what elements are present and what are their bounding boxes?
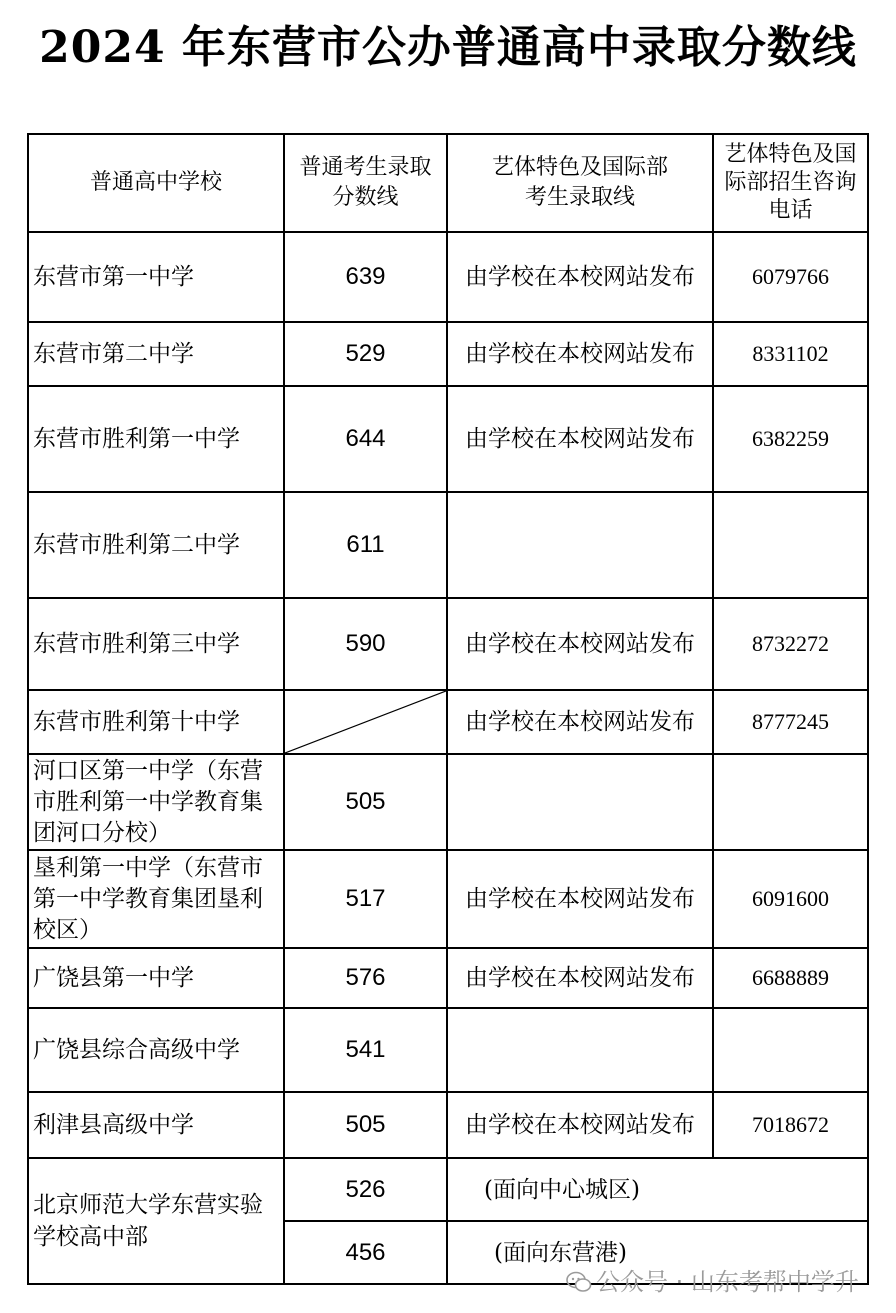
art-score-info: 由学校在本校网站发布 xyxy=(447,232,713,322)
art-score-info xyxy=(447,1008,713,1092)
art-score-info xyxy=(447,754,713,850)
consult-phone: 6079766 xyxy=(713,232,868,322)
regular-score: 517 xyxy=(284,850,447,948)
score-note: (面向东营港) xyxy=(447,1221,868,1284)
consult-phone: 6688889 xyxy=(713,948,868,1008)
table-row xyxy=(28,598,868,690)
table-row xyxy=(28,690,868,754)
regular-score: 505 xyxy=(284,1092,447,1158)
school-name: 广饶县第一中学 xyxy=(28,948,284,1008)
regular-score: 576 xyxy=(284,948,447,1008)
consult-phone xyxy=(713,492,868,598)
school-name: 东营市第二中学 xyxy=(28,322,284,386)
school-name: 东营市胜利第十中学 xyxy=(28,690,284,754)
table-row xyxy=(28,386,868,492)
table-row xyxy=(28,1008,868,1092)
table-row xyxy=(28,492,868,598)
table-row xyxy=(28,232,868,322)
regular-score: 456 xyxy=(284,1221,447,1284)
table-row xyxy=(28,1092,868,1158)
regular-score: 644 xyxy=(284,386,447,492)
art-score-info: 由学校在本校网站发布 xyxy=(447,322,713,386)
consult-phone: 8777245 xyxy=(713,690,868,754)
school-name: 东营市胜利第一中学 xyxy=(28,386,284,492)
table-row xyxy=(28,948,868,1008)
page-title: 2024 年东营市公办普通高中录取分数线 xyxy=(39,22,857,73)
table-row xyxy=(28,850,868,948)
school-name: 垦利第一中学（东营市第一中学教育集团垦利校区） xyxy=(28,850,284,948)
consult-phone xyxy=(713,1008,868,1092)
consult-phone: 8732272 xyxy=(713,598,868,690)
regular-score-empty xyxy=(284,690,447,754)
consult-phone xyxy=(713,754,868,850)
art-score-info: 由学校在本校网站发布 xyxy=(447,386,713,492)
diagonal-line xyxy=(285,691,446,753)
art-score-info: 由学校在本校网站发布 xyxy=(447,1092,713,1158)
admission-score-table xyxy=(27,133,869,1285)
table-row xyxy=(28,322,868,386)
table-header-row xyxy=(28,134,868,232)
school-name: 东营市胜利第三中学 xyxy=(28,598,284,690)
art-score-info: 由学校在本校网站发布 xyxy=(447,598,713,690)
header-art: 艺体特色及国际部考生录取线 xyxy=(447,134,713,232)
regular-score: 529 xyxy=(284,322,447,386)
art-score-info: 由学校在本校网站发布 xyxy=(447,948,713,1008)
consult-phone: 7018672 xyxy=(713,1092,868,1158)
regular-score: 639 xyxy=(284,232,447,322)
header-phone: 艺体特色及国际部招生咨询电话 xyxy=(713,134,868,232)
regular-score: 541 xyxy=(284,1008,447,1092)
header-school: 普通高中学校 xyxy=(28,134,284,232)
consult-phone: 6382259 xyxy=(713,386,868,492)
art-score-info: 由学校在本校网站发布 xyxy=(447,850,713,948)
school-name: 河口区第一中学（东营市胜利第一中学教育集团河口分校） xyxy=(28,754,284,850)
art-score-info xyxy=(447,492,713,598)
header-score: 普通考生录取分数线 xyxy=(284,134,447,232)
school-name: 广饶县综合高级中学 xyxy=(28,1008,284,1092)
table-row xyxy=(28,1158,868,1221)
score-note: (面向中心城区) xyxy=(447,1158,868,1221)
consult-phone: 8331102 xyxy=(713,322,868,386)
watermark-text: 公众号 · 山东考帮中学升 xyxy=(596,1268,859,1296)
art-score-info: 由学校在本校网站发布 xyxy=(447,690,713,754)
regular-score: 505 xyxy=(284,754,447,850)
table-row xyxy=(28,754,868,850)
school-name: 北京师范大学东营实验学校高中部 xyxy=(28,1158,284,1284)
regular-score: 611 xyxy=(284,492,447,598)
regular-score: 590 xyxy=(284,598,447,690)
watermark xyxy=(566,1262,859,1297)
school-name: 利津县高级中学 xyxy=(28,1092,284,1158)
regular-score: 526 xyxy=(284,1158,447,1221)
school-name: 东营市第一中学 xyxy=(28,232,284,322)
school-name: 东营市胜利第二中学 xyxy=(28,492,284,598)
wechat-icon xyxy=(566,1271,592,1293)
consult-phone: 6091600 xyxy=(713,850,868,948)
